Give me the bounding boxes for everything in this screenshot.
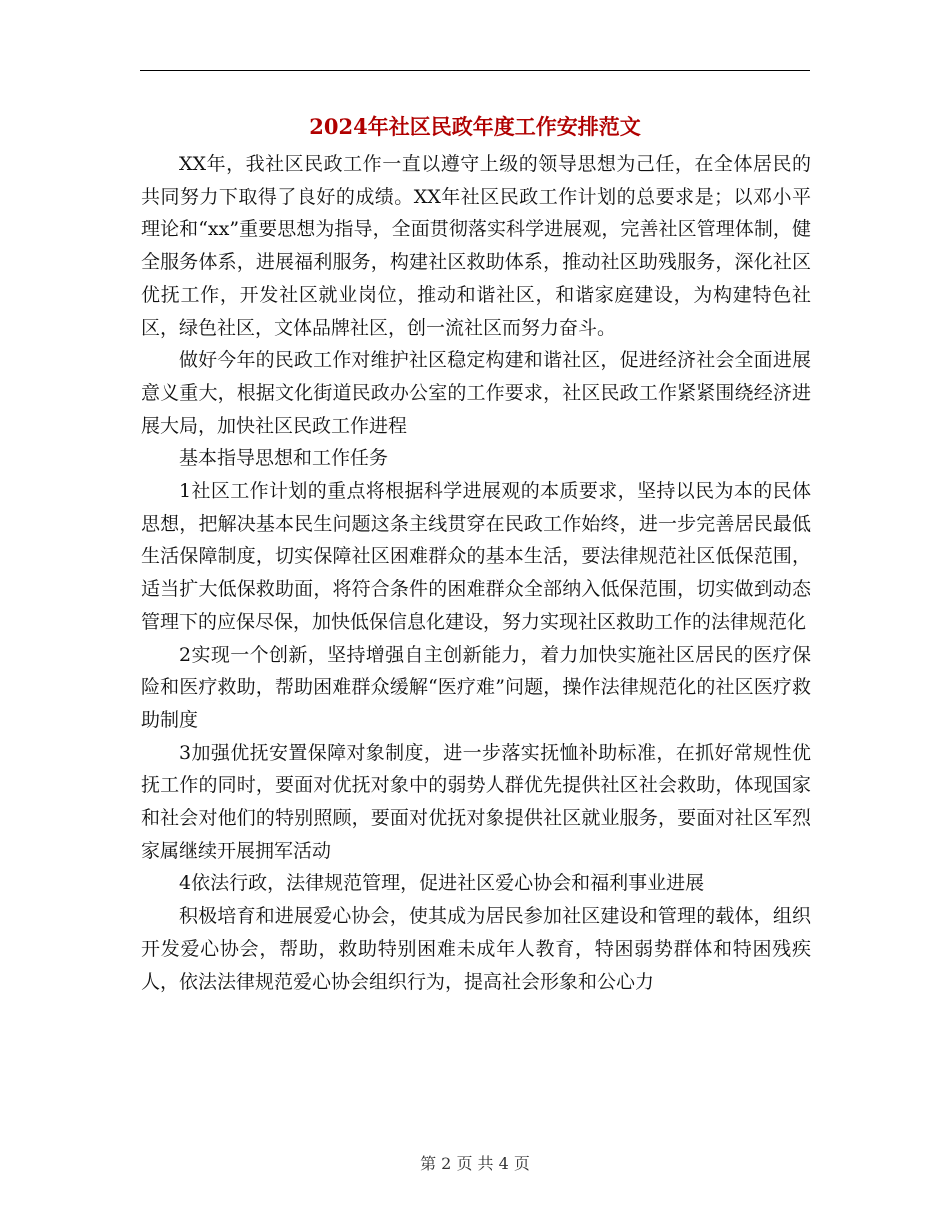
paragraph-item-4: 4依法行政，法律规范管理，促进社区爱心协会和福利事业进展 bbox=[179, 872, 705, 895]
section-heading: 基本指导思想和工作任务 bbox=[179, 447, 389, 470]
paragraph-item-4-detail: 积极培育和进展爱心协会，使其成为居民参加社区建设和管理的载体，组织开发爱心协会，帮助，救助特别困难未成年人教育，特困弱势群体和特困残疾人，依法法律规范爱心协会组织行为，提高社会形象和公心力 bbox=[141, 905, 811, 993]
page-number: 第 2 页 共 4 页 bbox=[420, 1154, 530, 1173]
paragraph-1: XX年，我社区民政工作一直以遵守上级的领导思想为己任，在全体居民的共同努力下取得了良好的成绩。XX年社区民政工作计划的总要求是；以邓小平理论和“xx”重要思想为指导，全面贯彻落实科学进展观，完善社区管理体制，健全服务体系，进展福利服务，构建社区救助体系，推动社区助残服务，深化社区优抚工作，开发社区就业岗位，推动和谐社区，和谐家庭建设，为构建特色社区，绿色社区，文体品牌社区，创一流社区而努力奋斗。 bbox=[141, 153, 811, 339]
paragraph-item-2: 2实现一个创新，坚持增强自主创新能力，着力加快实施社区居民的医疗保险和医疗救助，帮助困难群众缓解“医疗难”问题，操作法律规范化的社区医疗救助制度 bbox=[141, 643, 811, 731]
document-body bbox=[141, 148, 811, 998]
paragraph-item-1: 1社区工作计划的重点将根据科学进展观的本质要求，坚持以民为本的民体思想，把解决基本民生问题这条主线贯穿在民政工作始终，进一步完善居民最低生活保障制度，切实保障社区困难群众的基本生活，要法律规范社区低保范围，适当扩大低保救助面，将符合条件的困难群众全部纳入低保范围，切实做到动态管理下的应保尽保，加快低保信息化建设，努力实现社区救助工作的法律规范化 bbox=[141, 480, 811, 633]
paragraph-2: 做好今年的民政工作对维护社区稳定构建和谐社区，促进经济社会全面进展意义重大，根据文化街道民政办公室的工作要求，社区民政工作紧紧围绕经济进展大局，加快社区民政工作进程 bbox=[141, 349, 811, 437]
document-title: 2024年社区民政年度工作安排范文 bbox=[309, 114, 641, 139]
paragraph-item-3: 3加强优抚安置保障对象制度，进一步落实抚恤补助标准，在抓好常规性优抚工作的同时，要面对优抚对象中的弱势人群优先提供社区社会救助，体现国家和社会对他们的特别照顾，要面对优抚对象提供社区就业服务，要面对社区军烈家属继续开展拥军活动 bbox=[141, 741, 811, 862]
header-rule bbox=[140, 70, 810, 71]
